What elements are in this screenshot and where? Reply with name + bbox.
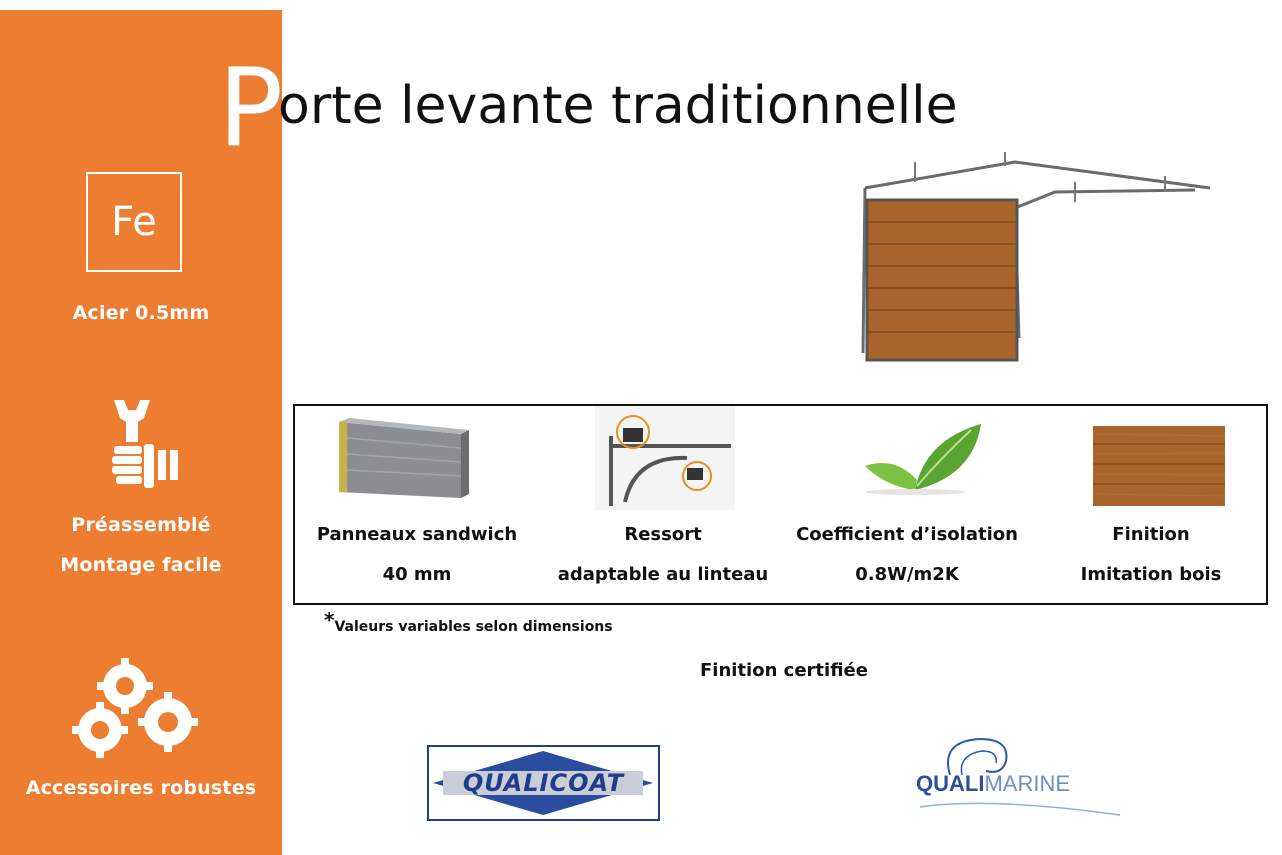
leaf-image [845, 420, 985, 496]
certification-title: Finition certifiée [700, 660, 868, 681]
footnote-text: Valeurs variables selon dimensions [334, 619, 613, 635]
footnote-star: * [324, 608, 335, 632]
feature-sandwich [295, 406, 539, 603]
garage-door-image [855, 148, 1215, 368]
qualicoat-text: QUALICOAT [462, 769, 625, 797]
gears-icon [70, 658, 202, 758]
feature-spring [541, 406, 785, 603]
feature-insulation-line1: Coefficient d’isolation [796, 524, 1018, 545]
iron-element-icon [86, 172, 182, 272]
spring-mechanism-image [595, 406, 735, 510]
feature-finish-line1: Finition [1112, 524, 1190, 545]
feature-spring-line1: Ressort [624, 524, 702, 545]
features-panel [293, 404, 1268, 605]
wood-texture-image [1093, 426, 1225, 506]
wrench-hand-icon [104, 398, 180, 494]
sandwich-panel-image [333, 414, 473, 504]
feature-finish [1029, 406, 1273, 603]
feature-insulation-line2: 0.8W/m2K [855, 564, 959, 585]
title-rest: orte levante traditionnelle [278, 76, 958, 136]
qualimarine-logo [910, 735, 1125, 825]
material-label: Acier 0.5mm [72, 302, 210, 324]
fe-symbol: Fe [111, 199, 157, 245]
easy-mounting-label: Montage facile [60, 554, 222, 576]
qualimarine-text-a: QUALI [916, 771, 985, 796]
feature-sandwich-line2: 40 mm [382, 564, 452, 585]
feature-finish-line2: Imitation bois [1080, 564, 1222, 585]
qualicoat-logo [427, 745, 660, 821]
qualimarine-text-b: MARINE [984, 771, 1071, 796]
feature-insulation [785, 406, 1029, 603]
preassembled-label: Préassemblé [71, 514, 211, 536]
feature-spring-line2: adaptable au linteau [557, 564, 769, 585]
title-initial: P [218, 46, 284, 171]
accessories-label: Accessoires robustes [25, 777, 257, 799]
footnote [324, 608, 613, 636]
feature-sandwich-line1: Panneaux sandwich [316, 524, 518, 545]
